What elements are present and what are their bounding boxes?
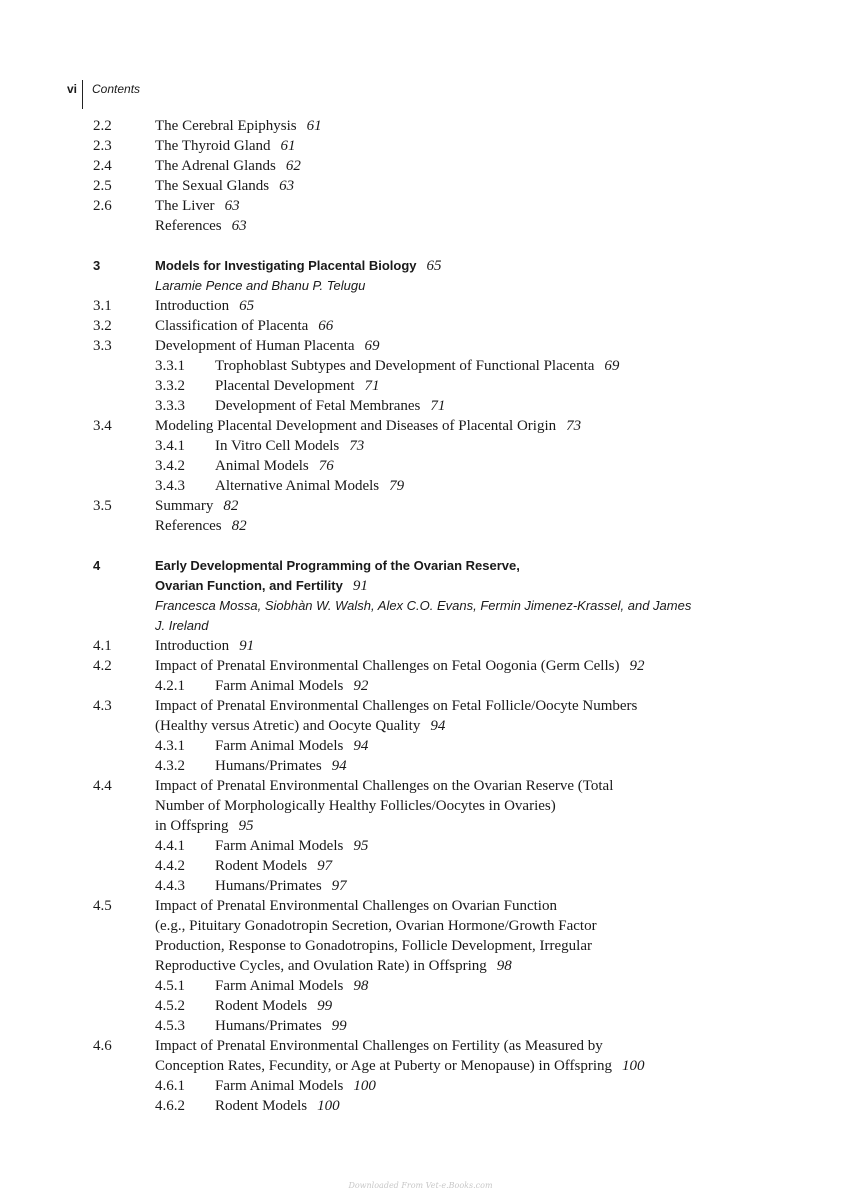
- entry-title: (e.g., Pituitary Gonadotropin Secretion, Ovarian Hormone/Growth Factor: [155, 918, 597, 934]
- entry-title: Impact of Prenatal Environmental Challenges on Fetal Follicle/Oocyte Numbers: [155, 698, 638, 714]
- entry-title: Impact of Prenatal Environmental Challenges on Ovarian Function: [155, 898, 557, 914]
- toc-entry[interactable]: [0, 156, 841, 176]
- entry-title-line: [215, 396, 445, 416]
- entry-number: 3.4.3: [155, 478, 185, 494]
- entry-number: 4.5.3: [155, 1018, 185, 1034]
- entry-page: 92: [353, 678, 369, 694]
- toc-entry[interactable]: [0, 456, 841, 476]
- entry-title: Ovarian Function, and Fertility: [155, 578, 343, 593]
- entry-number: 4.6.2: [155, 1098, 185, 1114]
- entry-number: 4.3: [93, 698, 112, 714]
- entry-title: Introduction: [155, 638, 230, 654]
- entry-number: 3.4.1: [155, 438, 185, 454]
- toc-entry[interactable]: [0, 976, 841, 996]
- table-of-contents: [0, 116, 841, 1116]
- entry-number: 3.3: [93, 338, 112, 354]
- entry-number: 3.3.2: [155, 378, 185, 394]
- entry-number: 4.4.1: [155, 838, 185, 854]
- toc-entry[interactable]: [0, 436, 841, 456]
- entry-title: Impact of Prenatal Environmental Challenges on Fertility (as Measured by: [155, 1038, 603, 1054]
- entry-title-line: [155, 136, 296, 156]
- entry-number: 4.3.2: [155, 758, 185, 774]
- toc-entry[interactable]: [0, 816, 841, 836]
- entry-title: in Offspring: [155, 818, 229, 834]
- entry-page: 92: [629, 658, 645, 674]
- entry-title-line: [155, 156, 301, 176]
- entry-title: References: [155, 518, 222, 534]
- toc-entry[interactable]: [0, 1096, 841, 1116]
- entry-number: 4.1: [93, 638, 112, 654]
- entry-title-line: [215, 996, 332, 1016]
- entry-title-line: [155, 616, 208, 636]
- entry-title-line: [155, 596, 691, 616]
- chapter-authors: [0, 616, 841, 636]
- entry-title-line: [155, 916, 597, 936]
- toc-entry[interactable]: [0, 856, 841, 876]
- toc-entry[interactable]: [0, 1056, 841, 1076]
- entry-title-line: [155, 696, 637, 716]
- entry-page: 63: [224, 198, 240, 214]
- entry-number: 4.3.1: [155, 738, 185, 754]
- entry-title: Development of Human Placenta: [155, 338, 355, 354]
- entry-title: Trophoblast Subtypes and Development of Functional Placenta: [215, 358, 595, 374]
- entry-title: Farm Animal Models: [215, 678, 344, 694]
- entry-title-line: [215, 436, 364, 456]
- entry-title: Introduction: [155, 298, 230, 314]
- toc-entry[interactable]: [0, 516, 841, 536]
- watermark: Downloaded From Vet-e.Books.com: [348, 1181, 493, 1190]
- running-title: Contents: [92, 82, 141, 96]
- entry-title-line: [155, 796, 556, 816]
- entry-title: The Thyroid Gland: [155, 138, 271, 154]
- entry-title: Farm Animal Models: [215, 1078, 344, 1094]
- entry-number: 3: [93, 258, 101, 273]
- entry-title: Production, Response to Gonadotropins, Follicle Development, Irregular: [155, 938, 592, 954]
- entry-page: 82: [223, 498, 239, 514]
- entry-title-line: [155, 816, 253, 836]
- entry-page: 100: [622, 1058, 645, 1074]
- entry-title: Humans/Primates: [215, 878, 322, 894]
- entry-title-line: [215, 756, 347, 776]
- running-header: [67, 80, 140, 106]
- entry-title-line: [155, 276, 365, 296]
- chapter-authors: [0, 276, 841, 296]
- toc-entry[interactable]: [0, 836, 841, 856]
- toc-entry[interactable]: [0, 176, 841, 196]
- entry-title: (Healthy versus Atretic) and Oocyte Quality: [155, 718, 421, 734]
- entry-page: 98: [353, 978, 369, 994]
- entry-page: 98: [496, 958, 512, 974]
- toc-entry[interactable]: [0, 896, 841, 916]
- entry-title: Laramie Pence and Bhanu P. Telugu: [155, 278, 366, 293]
- entry-number: 2.3: [93, 138, 112, 154]
- toc-entry[interactable]: [0, 996, 841, 1016]
- entry-page: 61: [280, 138, 296, 154]
- entry-title-line: [215, 876, 347, 896]
- entry-title: Farm Animal Models: [215, 978, 344, 994]
- entry-title-line: [155, 116, 322, 136]
- entry-title-line: [155, 296, 254, 316]
- entry-number: 3.2: [93, 318, 112, 334]
- entry-number: 2.4: [93, 158, 112, 174]
- entry-title-line: [155, 776, 613, 796]
- entry-page: 100: [353, 1078, 376, 1094]
- entry-page: 62: [285, 158, 301, 174]
- entry-page: 99: [331, 1018, 347, 1034]
- toc-entry[interactable]: [0, 916, 841, 936]
- entry-title-line: [155, 896, 557, 916]
- entry-number: 4.4.3: [155, 878, 185, 894]
- entry-title: Farm Animal Models: [215, 738, 344, 754]
- entry-number: 4.5.2: [155, 998, 185, 1014]
- entry-title-line: [155, 936, 592, 956]
- entry-title-line: [155, 256, 442, 276]
- section-gap: [0, 536, 841, 556]
- toc-entry[interactable]: [0, 736, 841, 756]
- entry-title: Alternative Animal Models: [215, 478, 380, 494]
- entry-title: Conception Rates, Fecundity, or Age at Puberty or Menopause) in Offspring: [155, 1058, 613, 1074]
- entry-title-line: [215, 376, 380, 396]
- toc-entry[interactable]: [0, 876, 841, 896]
- entry-title: Summary: [155, 498, 214, 514]
- entry-title-line: [215, 676, 368, 696]
- toc-entry[interactable]: [0, 316, 841, 336]
- entry-title: Modeling Placental Development and Diseases of Placental Origin: [155, 418, 557, 434]
- entry-title: The Sexual Glands: [155, 178, 270, 194]
- entry-title-line: [215, 976, 368, 996]
- entry-number: 2.2: [93, 118, 112, 134]
- entry-title: Rodent Models: [215, 998, 308, 1014]
- toc-entry[interactable]: [0, 756, 841, 776]
- entry-title: References: [155, 218, 222, 234]
- entry-number: 4.5: [93, 898, 112, 914]
- entry-title-line: [215, 356, 619, 376]
- entry-title: Impact of Prenatal Environmental Challenges on Fetal Oogonia (Germ Cells): [155, 658, 620, 674]
- entry-title-line: [155, 716, 445, 736]
- toc-entry[interactable]: [0, 476, 841, 496]
- entry-title: In Vitro Cell Models: [215, 438, 340, 454]
- entry-number: 3.3.1: [155, 358, 185, 374]
- entry-number: 2.5: [93, 178, 112, 194]
- entry-number: 4.2: [93, 658, 112, 674]
- entry-title-line: [215, 856, 332, 876]
- entry-title-line: [215, 736, 368, 756]
- entry-page: 73: [349, 438, 365, 454]
- chapter-authors: [0, 596, 841, 616]
- entry-page: 65: [239, 298, 255, 314]
- entry-title-line: [215, 1096, 340, 1116]
- toc-entry[interactable]: [0, 116, 841, 136]
- toc-entry[interactable]: [0, 656, 841, 676]
- entry-title-line: [155, 316, 333, 336]
- entry-page: 100: [317, 1098, 340, 1114]
- entry-title: The Adrenal Glands: [155, 158, 276, 174]
- entry-page: 95: [238, 818, 254, 834]
- entry-title: Humans/Primates: [215, 1018, 322, 1034]
- entry-number: 3.4.2: [155, 458, 185, 474]
- entry-title-line: [215, 1016, 347, 1036]
- entry-title: Models for Investigating Placental Biology: [155, 258, 417, 273]
- entry-title-line: [155, 196, 240, 216]
- toc-entry[interactable]: [0, 956, 841, 976]
- entry-title-line: [155, 1056, 645, 1076]
- entry-title-line: [155, 496, 238, 516]
- entry-page: 71: [364, 378, 380, 394]
- chapter-entry[interactable]: [0, 256, 841, 276]
- entry-page: 63: [231, 218, 247, 234]
- entry-title-line: [155, 176, 294, 196]
- entry-title: Francesca Mossa, Siobhàn W. Walsh, Alex C.O. Evans, Fermin Jimenez-Krassel, and James: [155, 598, 692, 613]
- entry-page: 63: [279, 178, 295, 194]
- entry-title: Placental Development: [215, 378, 355, 394]
- toc-entry[interactable]: [0, 1076, 841, 1096]
- chapter-entry[interactable]: [0, 576, 841, 596]
- entry-title: Rodent Models: [215, 1098, 308, 1114]
- entry-title-line: [215, 456, 334, 476]
- entry-number: 4.2.1: [155, 678, 185, 694]
- header-rule: [82, 80, 83, 109]
- entry-title: J. Ireland: [155, 618, 209, 633]
- toc-entry[interactable]: [0, 636, 841, 656]
- page-number: vi: [67, 82, 78, 96]
- entry-page: 97: [331, 878, 347, 894]
- toc-entry[interactable]: [0, 716, 841, 736]
- entry-title-line: [155, 656, 644, 676]
- toc-entry[interactable]: [0, 1036, 841, 1056]
- entry-page: 76: [318, 458, 334, 474]
- entry-page: 66: [318, 318, 334, 334]
- entry-number: 4.5.1: [155, 978, 185, 994]
- toc-entry[interactable]: [0, 496, 841, 516]
- entry-title: Impact of Prenatal Environmental Challenges on the Ovarian Reserve (Total: [155, 778, 614, 794]
- entry-title-line: [155, 516, 247, 536]
- entry-title-line: [155, 956, 512, 976]
- toc-entry[interactable]: [0, 796, 841, 816]
- entry-page: 79: [389, 478, 405, 494]
- entry-number: 3.4: [93, 418, 112, 434]
- entry-page: 61: [306, 118, 322, 134]
- toc-entry[interactable]: [0, 376, 841, 396]
- entry-number: 4.4.2: [155, 858, 185, 874]
- toc-entry[interactable]: [0, 696, 841, 716]
- entry-number: 3.3.3: [155, 398, 185, 414]
- entry-page: 65: [426, 258, 442, 274]
- entry-page: 71: [430, 398, 446, 414]
- entry-number: 2.6: [93, 198, 112, 214]
- entry-title-line: [155, 576, 368, 596]
- toc-entry[interactable]: [0, 136, 841, 156]
- entry-title-line: [155, 336, 380, 356]
- entry-page: 82: [231, 518, 247, 534]
- entry-page: 73: [566, 418, 582, 434]
- entry-title-line: [155, 416, 581, 436]
- toc-entry[interactable]: [0, 416, 841, 436]
- chapter-entry[interactable]: [0, 556, 841, 576]
- entry-page: 97: [317, 858, 333, 874]
- entry-title: Reproductive Cycles, and Ovulation Rate) in Offspring: [155, 958, 487, 974]
- entry-number: 4.6.1: [155, 1078, 185, 1094]
- entry-page: 94: [331, 758, 347, 774]
- toc-entry[interactable]: [0, 1016, 841, 1036]
- toc-entry[interactable]: [0, 936, 841, 956]
- entry-page: 94: [353, 738, 369, 754]
- toc-entry[interactable]: [0, 296, 841, 316]
- entry-page: 69: [364, 338, 380, 354]
- section-gap: [0, 236, 841, 256]
- entry-number: 3.1: [93, 298, 112, 314]
- toc-entry[interactable]: [0, 676, 841, 696]
- entry-title: Development of Fetal Membranes: [215, 398, 421, 414]
- toc-entry[interactable]: [0, 216, 841, 236]
- entry-title: Animal Models: [215, 458, 309, 474]
- entry-title-line: [155, 1036, 603, 1056]
- toc-entry[interactable]: [0, 396, 841, 416]
- entry-number: 4.4: [93, 778, 112, 794]
- entry-page: 95: [353, 838, 369, 854]
- entry-title: Early Developmental Programming of the Ovarian Reserve,: [155, 558, 520, 573]
- entry-title-line: [155, 636, 254, 656]
- entry-page: 69: [604, 358, 620, 374]
- entry-title-line: [215, 1076, 376, 1096]
- entry-page: 91: [239, 638, 255, 654]
- entry-number: 4.6: [93, 1038, 112, 1054]
- toc-entry[interactable]: [0, 776, 841, 796]
- entry-page: 94: [430, 718, 446, 734]
- entry-title-line: [215, 836, 368, 856]
- toc-entry[interactable]: [0, 356, 841, 376]
- entry-number: 4: [93, 558, 101, 573]
- entry-title-line: [215, 476, 404, 496]
- entry-title: The Cerebral Epiphysis: [155, 118, 297, 134]
- entry-page: 99: [317, 998, 333, 1014]
- entry-title: Humans/Primates: [215, 758, 322, 774]
- entry-title: The Liver: [155, 198, 215, 214]
- entry-page: 91: [352, 578, 368, 594]
- entry-title-line: [155, 556, 520, 576]
- toc-entry[interactable]: [0, 196, 841, 216]
- entry-title-line: [155, 216, 247, 236]
- entry-title: Number of Morphologically Healthy Follicles/Oocytes in Ovaries): [155, 798, 556, 814]
- entry-number: 3.5: [93, 498, 112, 514]
- entry-title: Classification of Placenta: [155, 318, 309, 334]
- toc-entry[interactable]: [0, 336, 841, 356]
- entry-title: Farm Animal Models: [215, 838, 344, 854]
- entry-title: Rodent Models: [215, 858, 308, 874]
